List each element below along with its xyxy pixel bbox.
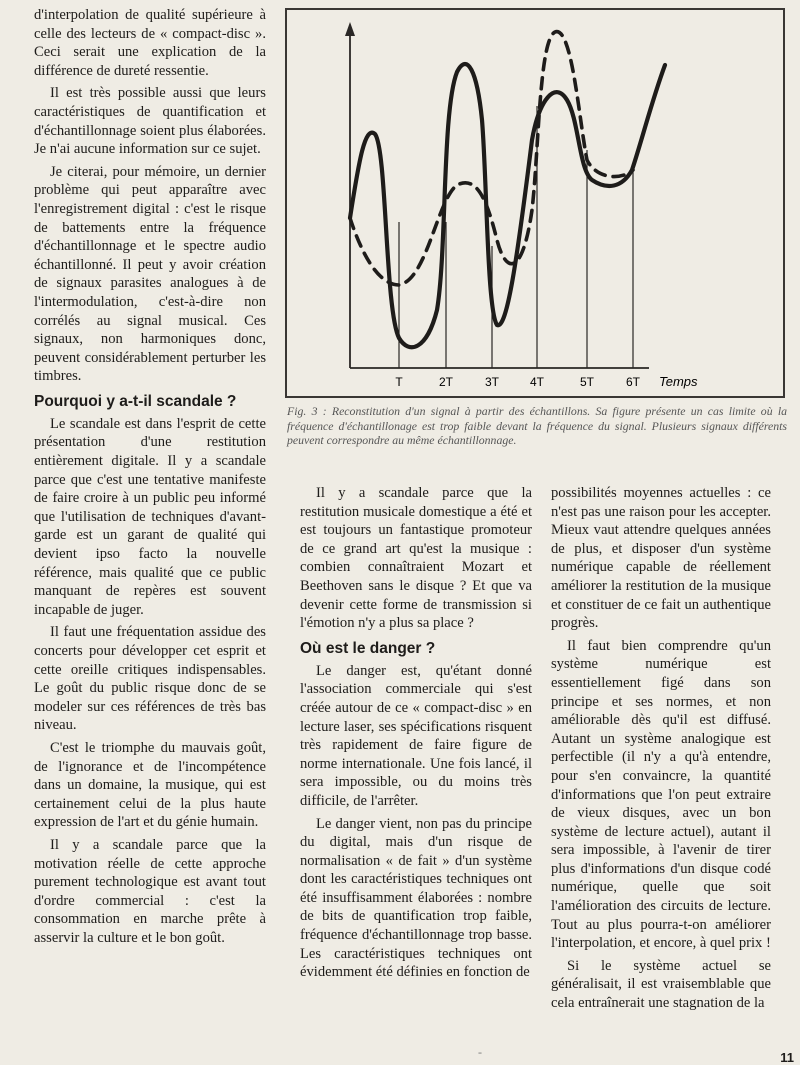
page-number: 11 [780,1050,794,1065]
paragraph: Il est très possible aussi que leurs caractéristiques de quantification et d'échantillonnage soient plus élaborées. Je n'ai aucune information sur ce sujet. [34,85,266,158]
tick-label: 2T [438,375,454,389]
paragraph: Le danger vient, non pas du principe du digital, mais d'un risque de normalisation « de fait » d'un système dont les caractéristiques techniques ont été insuffisamment élaborées : nombre de bits de quantification trop faible, fréquence d'échantillonnage trop basse. Les caractéristiques techniques ont évidemment été définies en fonction de [300,815,532,981]
paragraph: Si le système actuel se généralisait, il est vraisemblable que cela entraînerait une stagnation de la [551,957,771,1012]
paragraph: Il faut bien comprendre qu'un système numérique est essentiellement figé dans son principe et ses normes, et non améliorable dès qu'il est diffusé. Autant un système analogique est perfectible (il n'y a qu'à entendre, pour s'en convaincre, la quantité d'informations que l'on peut extraire de vieux disques, avec un bon système de lecture actuel), autant il sera impossible, à l'avenir de tirer plus d'informations d'un disque codé numérique, quelle que soit l'amélioration des circuits de lecture. Tout au plus pourra-t-on améliorer l'interpolation, et encore, à quel prix ! [551,637,771,952]
section-heading: Où est le danger ? [300,639,436,657]
section-heading: Pourquoi y a-t-il scandale ? [34,392,237,410]
sample-lines [399,106,633,368]
y-axis-arrow [345,22,355,36]
tick-label: T [395,375,403,389]
text-column-2 [300,484,532,986]
tick-label: 5T [579,375,595,389]
paragraph: Il faut une fréquentation assidue des concerts pour développer cet esprit et cette oreille critiques indispensables. Le goût du public risque donc de se modeler sur ces références de très bas niveau. [34,624,266,734]
paragraph: Je citerai, pour mémoire, un dernier problème qui peut apparaître avec l'enregistrement digital : c'est le risque de battements entre la fréquence d'échantillonnage et le spectre audio échantillonné. Il peut y avoir création de signaux parasites analogues à de l'intermodulation, c'est-à-dire non corrélés au signal musical. Ces signaux, non harmoniques donc, peuvent considérablement perturber les timbres. [34,163,266,385]
paragraph: d'interpolation de qualité supérieure à celle des lecteurs de « compact-disc ». Ceci serait une explication de la différence de dureté ressentie. [34,7,266,79]
paragraph: Le danger est, qu'étant donné l'association commerciale qui s'est créée autour de ce « compact-disc » en lecture laser, ses spécifications risquent très rapidement de faire figure de norme internationale. Une fois lancé, il sera impossible, ou du moins très difficile, de l'arrêter. [300,662,532,809]
text-column-3 [551,484,771,1017]
signal-figure [285,8,785,398]
paragraph: Le scandale est dans l'esprit de cette présentation d'une restitution entièrement digitale. Il y a scandale parce que c'est une tentative manifeste de faire croire à un public peu informé que l'utilisation de techniques d'avant-garde est un garant de qualité qui devient ipso facto la nouvelle référence, mais qualité que ce public manquant de repères est souvent incapable de juger. [34,415,266,618]
paragraph: C'est le triomphe du mauvais goût, de l'ignorance et de l'incompétence dans un domaine, la musique, qui est certainement celui de la plus haute expression de l'art et du génie humain. [34,739,266,831]
tick-label: 3T [484,375,500,389]
paragraph: Il y a scandale parce que la motivation réelle de cette approche purement technologique est avant tout d'ordre commercial : c'est la consommation en marche prête à asservir la culture et le bon goût. [34,836,266,946]
axis-label: Temps [659,374,698,389]
signal-diagram [287,10,783,396]
tick-label: 4T [529,375,545,389]
page-mark: - [478,1045,482,1059]
tick-label: 6T [625,375,641,389]
paragraph: possibilités moyennes actuelles : ce n'est pas une raison pour les accepter. Mieux vaut attendre quelques années de plus, et disposer d'un système numérique capable de réellement améliorer la restitution de la musique et constituer de ce fait un authentique progrès. [551,485,771,632]
figure-caption: Fig. 3 : Reconstitution d'un signal à partir des échantillons. Sa figure présente un cas limite où la fréquence d'échantillonage est trop faible devant la fréquence du signal. Plusieurs signaux différents peuvent correspondre au même échantillonnage. [287,404,787,448]
paragraph: Il y a scandale parce que la restitution musicale domestique a été et est toujours un fantastique promoteur de ce grand art qu'est la musique : combien connaîtraient Mozart et Beethoven sans le disque ? Et que va devenir cette forme de transmission si l'émotion n'y a plus sa place ? [300,485,532,632]
solid-signal-curve [350,64,665,347]
text-column-1 [34,6,266,952]
